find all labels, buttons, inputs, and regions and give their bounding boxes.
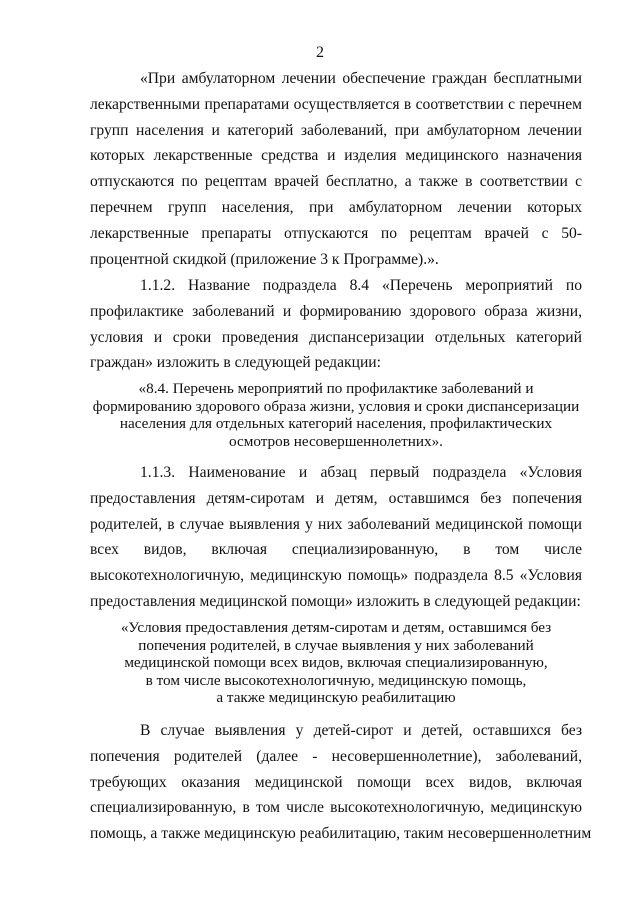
text-line: медицинской помощи всех видов, включая специализированную, — [124, 654, 548, 672]
text-line: предоставления детям-сиротам и детям, оставшимся без попечения — [90, 489, 582, 507]
text-line: граждан» изложить в следующей редакции: — [90, 354, 381, 372]
text-line: осмотров несовершеннолетних». — [229, 432, 443, 450]
text-line: попечения родителей, в случае выявления у них заболеваний — [138, 636, 534, 654]
text-line: попечения родителей (далее - несовершеннолетние), заболеваний, — [90, 747, 582, 765]
text-line: «Условия предоставления детям-сиротам и детям, оставшимся без — [120, 619, 552, 636]
text-line: перечнем групп населения, при амбулаторном лечении которых — [90, 198, 582, 216]
paragraph-orphans-care — [90, 718, 592, 847]
quote-section-8-4-title — [90, 380, 582, 450]
paragraph-1-1-2 — [90, 273, 582, 376]
text-line: условия и сроки проведения диспансеризации отдельных категорий — [90, 328, 582, 346]
text-line: «При амбулаторном лечении обеспечение граждан бесплатными — [140, 70, 582, 87]
text-line: помощь, а также медицинскую реабилитацию, таким несовершеннолетним — [90, 825, 592, 843]
text-line: профилактике заболеваний и формированию здорового образа жизни, — [90, 302, 582, 320]
text-line: родителей, в случае выявления у них заболеваний медицинской помощи — [90, 515, 582, 533]
text-line: В случае выявления у детей-сирот и детей, оставшихся без — [140, 722, 582, 739]
text-line: специализированную, в том числе высокотехнологичную, медицинскую — [90, 799, 582, 817]
text-line: «8.4. Перечень мероприятий по профилактике заболеваний и — [138, 380, 534, 397]
text-line: предоставления медицинской помощи» изложить в следующей редакции: — [90, 592, 581, 610]
text-line: которых лекарственные средства и изделия медицинского назначения — [90, 147, 582, 165]
text-line: населения для отдельных категорий населения, профилактических — [119, 415, 553, 433]
text-line: отпускаются по рецептам врачей бесплатно, а также в соответствии с — [90, 173, 582, 191]
text-line: в том числе высокотехнологичную, медицинскую помощь, — [145, 671, 527, 689]
text-line: групп населения и категорий заболеваний, при амбулаторном лечении — [90, 121, 582, 139]
paragraph-1-1-3 — [90, 460, 582, 615]
paragraph-free-medicines — [90, 66, 582, 272]
text-line: лекарственные препараты отпускаются по рецептам врачей с 50- — [90, 224, 582, 242]
text-line: 1.1.2. Название подраздела 8.4 «Перечень мероприятий по — [140, 277, 582, 294]
quote-section-8-5-title — [90, 619, 582, 707]
text-line: требующих оказания медицинской помощи всех видов, включая — [90, 773, 582, 791]
text-line: всех видов, включая специализированную, в том числе — [90, 541, 582, 559]
text-line: а также медицинскую реабилитацию — [216, 689, 456, 707]
text-line: лекарственными препаратами осуществляется в соответствии с перечнем — [90, 95, 582, 113]
page-number: 2 — [316, 44, 324, 61]
text-line: процентной скидкой (приложение 3 к Программе).». — [90, 250, 439, 268]
text-line: формированию здорового образа жизни, условия и сроки диспансеризации — [92, 397, 580, 415]
text-line: высокотехнологичную, медицинскую помощь» подраздела 8.5 «Условия — [90, 567, 582, 585]
text-line: 1.1.3. Наименование и абзац первый подраздела «Условия — [140, 464, 582, 481]
